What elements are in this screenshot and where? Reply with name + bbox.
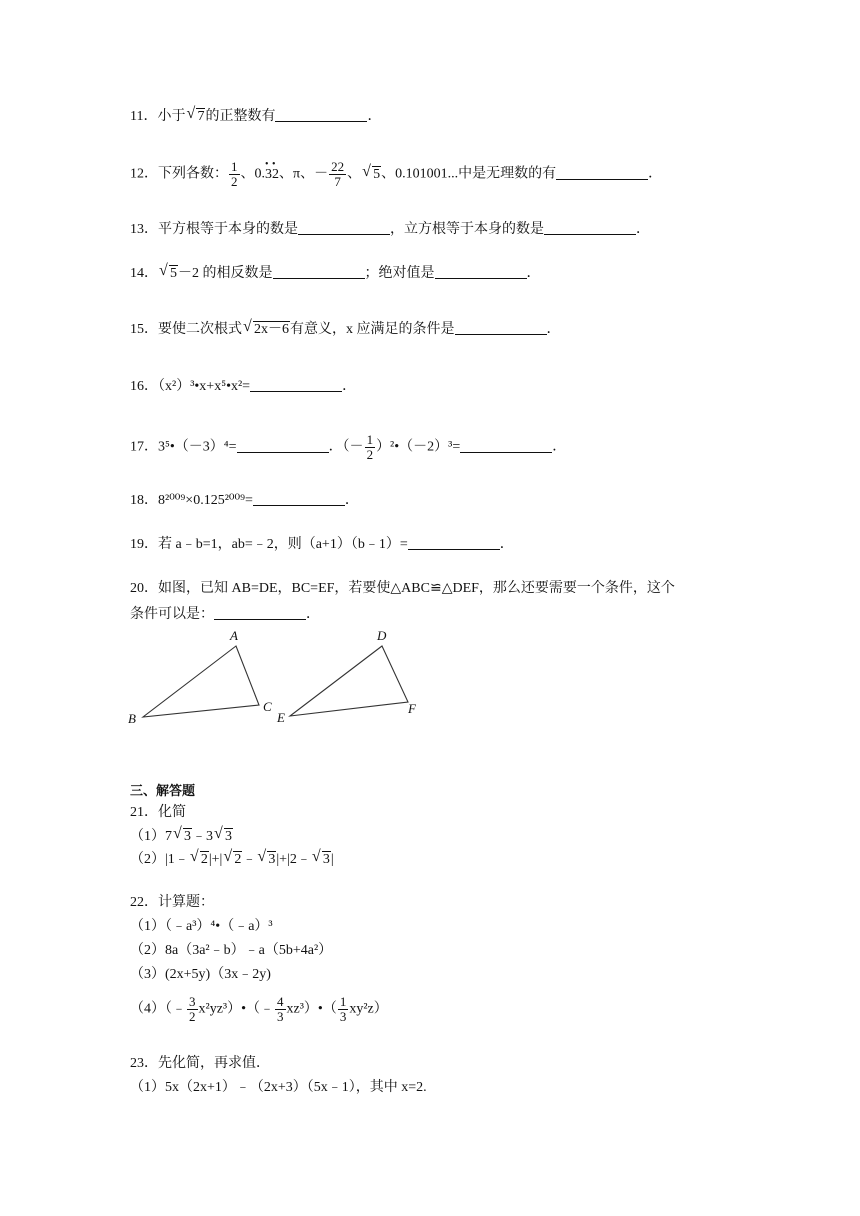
repeating-digit: • 3	[265, 158, 272, 182]
radical: √ 2	[223, 851, 242, 869]
question-number: 13．	[130, 222, 158, 237]
answer-blank[interactable]	[556, 165, 648, 180]
answer-blank[interactable]	[273, 264, 365, 279]
question-18: 18．8²⁰⁰⁹×0.125²⁰⁰⁹= ．	[130, 493, 359, 508]
question-12: 12．下列各数： $\frac{1}{2}$ 、0. • 3 • 2、π、－ $\frac{22}{7}$ 、√ 5、0.101001...中是无理数的有 ．	[130, 160, 662, 189]
question-20-line2: 条件可以是： ．	[130, 607, 320, 622]
answer-blank[interactable]	[435, 264, 527, 279]
fraction: $\frac{1}{2}$	[231, 159, 238, 189]
question-23-part1: （1）5x（2x+1）﹣（2x+3）（5x﹣1），其中 x=2.	[130, 1080, 427, 1095]
radical: √ 5	[159, 265, 178, 283]
section-title: 三、解答题	[130, 784, 196, 799]
radical: √ 2	[190, 851, 209, 869]
question-number: 19．	[130, 537, 158, 552]
fraction: $\frac{22}{7}$	[331, 159, 345, 189]
question-number: 12．	[130, 166, 158, 182]
repeat-dot-icon: •	[272, 158, 276, 170]
answer-blank[interactable]	[408, 535, 500, 550]
question-15: 15．要使二次根式√ 2x－6有意义，x 应满足的条件是 ．	[130, 320, 561, 339]
question-20: 20．如图，已知 AB=DE，BC=EF，若要使△ABC≌△DEF，那么还要需要一个条件，这个	[130, 581, 675, 596]
radical: √ 7	[186, 108, 205, 126]
radical: √ 3	[312, 851, 331, 869]
radical: √ 3	[214, 828, 233, 846]
question-17: 17．3⁵•（－3）⁴= ．（－ $\frac{1}{2}$ ）²•（－2）³= ．	[130, 432, 567, 462]
triangle-def	[290, 646, 408, 716]
label-f: F	[408, 701, 416, 716]
label-c: C	[263, 699, 272, 714]
question-number: 20．	[130, 581, 158, 596]
question-number: 16．	[130, 379, 158, 394]
question-number: 18．	[130, 493, 158, 508]
question-22-part4: （4）（﹣ $\frac{3}{2}$ x²yz³）•（﹣ $\frac{4}{3}$ xz³）•（ $\frac{1}{3}$ xy²z）	[130, 994, 388, 1024]
question-11: 11．小于√ 7的正整数有 ．	[130, 107, 381, 126]
answer-blank[interactable]	[455, 320, 547, 335]
triangle-abc	[143, 646, 259, 717]
question-number: 11．	[130, 109, 158, 124]
answer-blank[interactable]	[253, 491, 345, 506]
radical: √ 3	[257, 851, 276, 869]
question-number: 17．	[130, 439, 158, 455]
fraction: $\frac{4}{3}$	[277, 994, 284, 1024]
answer-blank[interactable]	[237, 438, 329, 453]
question-21-title: 21．化简	[130, 805, 186, 820]
answer-blank[interactable]	[460, 438, 552, 453]
radical: √ 5	[362, 166, 381, 184]
radical: √ 3	[173, 828, 192, 846]
answer-blank[interactable]	[275, 107, 367, 122]
question-number: 15．	[130, 322, 158, 337]
radical: √ 2x－6	[243, 321, 290, 339]
question-22-part1: （1）（﹣a³）⁴•（﹣a）³	[130, 919, 273, 934]
question-23-title: 23．先化简，再求值．	[130, 1056, 270, 1071]
question-22-title: 22．计算题：	[130, 895, 214, 910]
question-21-part1: （1）7√ 3﹣3√ 3	[130, 828, 233, 846]
triangles-figure	[125, 625, 425, 735]
question-19: 19．若 a﹣b=1，ab=﹣2，则（a+1）（b﹣1）= ．	[130, 537, 514, 552]
question-16: 16．（x²）³•x+x⁵•x²= ．	[130, 379, 357, 394]
question-22-part3: （3）(2x+5y)（3x﹣2y)	[130, 967, 271, 982]
label-e: E	[277, 710, 285, 725]
answer-blank[interactable]	[214, 605, 306, 620]
label-b: B	[128, 711, 136, 726]
fraction: $\frac{3}{2}$	[189, 994, 196, 1024]
answer-blank[interactable]	[250, 377, 342, 392]
label-a: A	[230, 628, 238, 643]
answer-blank[interactable]	[298, 220, 390, 235]
question-22-part2: （2）8a（3a²﹣b）﹣a（5b+4a²）	[130, 943, 333, 958]
question-13: 13．平方根等于本身的数是 ，立方根等于本身的数是 ．	[130, 222, 650, 237]
fraction: $\frac{1}{2}$	[366, 432, 374, 462]
answer-blank[interactable]	[544, 220, 636, 235]
question-21-part2: （2）|1﹣√ 2|+|√ 2﹣√ 3|+|2﹣√ 3|	[130, 851, 334, 869]
fraction: $\frac{1}{3}$	[339, 994, 347, 1024]
repeating-digit: • 2	[272, 158, 279, 182]
question-number: 14．	[130, 266, 158, 281]
label-d: D	[377, 628, 387, 643]
repeat-dot-icon: •	[265, 158, 269, 170]
question-14: 14．√ 5－2 的相反数是 ；绝对值是 ．	[130, 264, 541, 283]
